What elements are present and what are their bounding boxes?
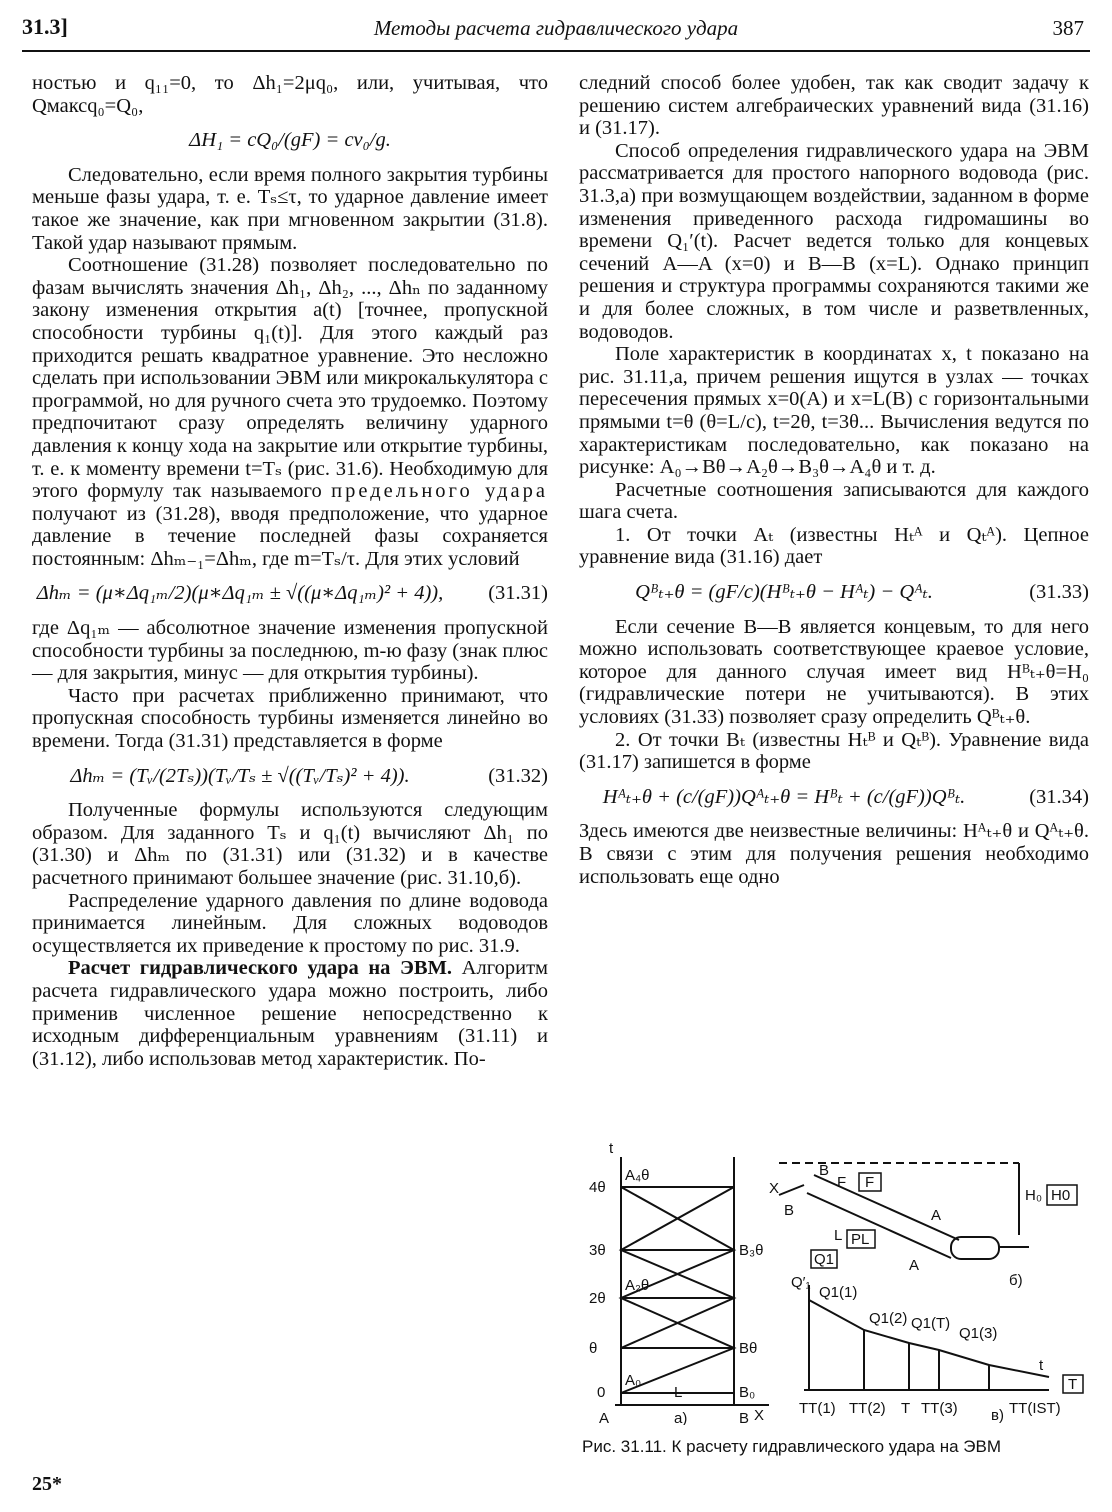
paragraph	[32, 254, 548, 570]
fig-label: X	[754, 1407, 765, 1424]
fig-label: B	[739, 1410, 750, 1425]
fig-label: T	[901, 1400, 911, 1417]
running-header	[22, 10, 1090, 50]
running-title: Методы расчета гидравлического удара	[373, 16, 739, 40]
text: получают из (31.28), вводя предположение, что ударное давление в течение последней фазы сохраняется постоянным: Δhₘ₋₁=Δhₘ, где m=Tₛ/τ. Для этих условий	[32, 502, 548, 570]
fig-label: б)	[1009, 1272, 1023, 1289]
paragraph: Расчетные соотношения записываются для каждого шага счета.	[579, 478, 1089, 524]
pipe-lower-wall	[807, 1193, 951, 1258]
fig-label: 0	[597, 1384, 606, 1401]
fig-label: B₀	[739, 1384, 756, 1401]
paragraph: 1. От точки Aₜ (известны Hₜᴬ и Qₜᴬ). Цепное уравнение вида (31.16) дает	[579, 523, 1089, 569]
paragraph: где Δq₁ₘ — абсолютное значение изменения пропускной способности турбины за последнюю, m-ю фазу (знак плюс — для закрытия, минус — для открытия турбины).	[32, 617, 548, 685]
fig-label: TT(2)	[849, 1400, 886, 1417]
fig-label: A	[909, 1257, 920, 1274]
fig-label: Q1(T)	[911, 1315, 951, 1332]
fig-label: Bθ	[739, 1340, 758, 1357]
figure-caption: Рис. 31.11. К расчету гидравлического удара на ЭВМ	[582, 1437, 1002, 1456]
equation-number: (31.33)	[1029, 581, 1089, 604]
page-number: 387	[1052, 16, 1084, 40]
equation-number: (31.31)	[488, 582, 548, 605]
equation-number: (31.34)	[1029, 785, 1089, 808]
fig-label: F	[865, 1174, 875, 1191]
equation-31-34	[579, 786, 1089, 809]
paragraph: следний способ более удобен, так как сводит задачу к решению систем алгебраических уравнений вида (31.16) и (31.17).	[579, 72, 1089, 140]
paragraph: Способ определения гидравлического удара на ЭВМ рассматривается для простого напорного водовода (рис. 31.3,а) при возмущающем воздействии, заданном в форме изменения приведенного расхода гидромашины во времени Q₁′(t). Расчет ведется только для концевых сечений A—A (x=0) и B—B (x=L). Однако принцип решения и структура программы сохраняются такими же и для более сложных, в том числе и разветвленных, водоводов.	[579, 139, 1089, 343]
fig-label: B₃θ	[739, 1242, 764, 1259]
paragraph: Распределение ударного давления по длине водовода принимается линейным. Для сложных водоводов осуществляется их приведение к простому по рис. 31.9.	[32, 889, 548, 957]
fig-label: A₄θ	[625, 1167, 650, 1184]
fig-label: θ	[589, 1340, 598, 1357]
fig-label: A	[931, 1207, 942, 1224]
fig-label: L	[834, 1227, 843, 1244]
equation-31-32	[32, 765, 548, 788]
paragraph: Поле характеристик в координатах x, t показано на рис. 31.11,а, причем решения ищутся в узлах — точках пересечения прямых x=0(A) и x=L(B) с горизонтальными прямыми t=θ (θ=L/c), t=2θ, t=3θ... Вычисления ведутся по характеристикам последовательно, как показано на рисунке: A₀→Bθ→A₂θ→B₃θ→A₄θ и т. д.	[579, 343, 1089, 479]
fig-label: B	[784, 1202, 795, 1219]
fig-label: TT(1)	[799, 1400, 836, 1417]
fig-label: 3θ	[589, 1242, 606, 1259]
fig-label: t	[609, 1140, 614, 1157]
fig-label: L	[674, 1384, 683, 1401]
text: Алгоритм расчета гидравлического удара можно построить, либо применив численное решение непосредственно к исходным дифференциальным уравнениям (31.11) и (31.12), либо использовав метод характеристик. По-	[32, 957, 549, 1070]
paragraph: Если сечение B—B является концевым, то для него можно использовать соответствующее краевое условие, которое для данного случая имеет вид Hᴮₜ₊θ=H₀ (гидравлические потери не учитываются). В этих условиях (31.33) позволяет сразу определить Qᴮₜ₊θ.	[579, 615, 1089, 729]
fig-label: Q′₁	[791, 1274, 811, 1291]
paragraph: Следовательно, если время полного закрытия турбины меньше фазы удара, т. е. Tₛ≤τ, то ударное давление имеет такое же значение, как при мгновенном закрытии (31.8). Такой удар называют прямым.	[32, 163, 548, 254]
paragraph: ностью и q₁₁=0, то Δh₁=2μq₀, или, учитывая, что Qмаксq₀=Q₀,	[32, 72, 548, 117]
fig-label: 4θ	[589, 1179, 606, 1196]
fig-label: A₂θ	[625, 1277, 650, 1294]
equation-text: Δhₘ = (Tᵥ/(2Tₛ))(Tᵥ/Tₛ ± √((Tᵥ/Tₛ)² + 4)).	[70, 764, 410, 787]
fig-label: Q1(1)	[819, 1284, 858, 1301]
equation-text: Δhₘ = (μ∗Δq₁ₘ/2)(μ∗Δq₁ₘ ± √((μ∗Δq₁ₘ)² + 4)),	[36, 582, 444, 605]
fig-label: Q1(3)	[959, 1325, 998, 1342]
left-column	[32, 72, 548, 1070]
fig-label: H₀	[1025, 1187, 1043, 1204]
paragraph	[32, 957, 548, 1070]
paragraph: Здесь имеются две неизвестные величины: Hᴬₜ₊θ и Qᴬₜ₊θ. В связи с этим для получения решения необходимо использовать еще одно	[579, 820, 1089, 888]
fig-label: B	[819, 1162, 830, 1179]
equation-31-33	[579, 581, 1089, 604]
fig-label: T	[1068, 1376, 1078, 1393]
paragraph: Часто при расчетах приближенно принимают, что пропускная способность турбины изменяется линейно во времени. Тогда (31.31) представляется в форме	[32, 684, 548, 753]
signature-mark: 25*	[32, 1473, 62, 1495]
paragraph: 2. От точки Bₜ (известны Hₜᴮ и Qₜᴮ). Уравнение вида (31.17) запишется в форме	[579, 728, 1089, 774]
characteristic-path-2	[621, 1187, 734, 1348]
run-in-heading: Расчет гидравлического удара на ЭВМ.	[68, 957, 453, 980]
fig-label: t	[1039, 1357, 1044, 1374]
fig-label: TT(3)	[921, 1400, 958, 1417]
fig-label: A	[599, 1410, 610, 1425]
figure-drawing	[579, 1135, 1089, 1425]
fig-label: X	[769, 1180, 780, 1197]
fig-label: H0	[1051, 1187, 1071, 1204]
fig-label: Q1	[814, 1251, 835, 1268]
fig-label: a)	[674, 1410, 688, 1425]
q1-curve	[809, 1300, 1049, 1377]
equation-text: ΔH₁ = cQ₀/(gF) = cv₀/g.	[189, 129, 391, 152]
section-number: 31.3]	[22, 14, 68, 39]
equation-31-31	[32, 582, 548, 605]
fig-label: 2θ	[589, 1290, 606, 1307]
x-direction-arrow	[779, 1185, 804, 1195]
right-column	[579, 72, 1089, 888]
text: Соотношение (31.28) позволяет последовательно по фазам вычислять значения Δh₁, Δh₂, ..., Δhₙ по заданному закону изменения открытия a(t) [точнее, пропускной способности турбины q₁(t)]. Для этого каждый раз приходится решать квадратное уравнение. Это несложно сделать при использовании ЭВМ или микрокалькулятора с программой, но для ручного счета это трудоемко. Поэтому предпочитают сразу определять величину ударного давления к концу хода на закрытие или открытие турбины, т. е. к моменту времени t=Tₛ (рис. 31.6). Необходимую для этого формулу так называемого	[32, 254, 548, 503]
fig-label: TT(IST)	[1009, 1400, 1061, 1417]
paragraph: Полученные формулы используются следующим образом. Для заданного Tₛ и q₁(t) вычисляют Δh₁ по (31.30) и Δhₘ по (31.31) или (31.32) и в качестве расчетного принимают большее значение (рис. 31.10,б).	[32, 799, 548, 889]
fig-label: PL	[851, 1231, 870, 1248]
figure-31-11	[579, 1135, 1089, 1425]
equation-text: Hᴬₜ₊θ + (c/(gF))Qᴬₜ₊θ = Hᴮₜ + (c/(gF))Qᴮₜ.	[602, 785, 966, 808]
fig-label: в)	[991, 1407, 1004, 1424]
equation-number: (31.32)	[488, 764, 548, 787]
spaced-term: предельного удара	[331, 480, 548, 503]
header-rule	[22, 50, 1090, 52]
equation-dH1	[32, 129, 548, 152]
equation-text: Qᴮₜ₊θ = (gF/c)(Hᴮₜ₊θ − Hᴬₜ) − Qᴬₜ.	[635, 581, 933, 604]
fig-label: A₀	[625, 1372, 642, 1389]
fig-label: Q1(2)	[869, 1310, 908, 1327]
fig-label: F	[837, 1174, 847, 1191]
